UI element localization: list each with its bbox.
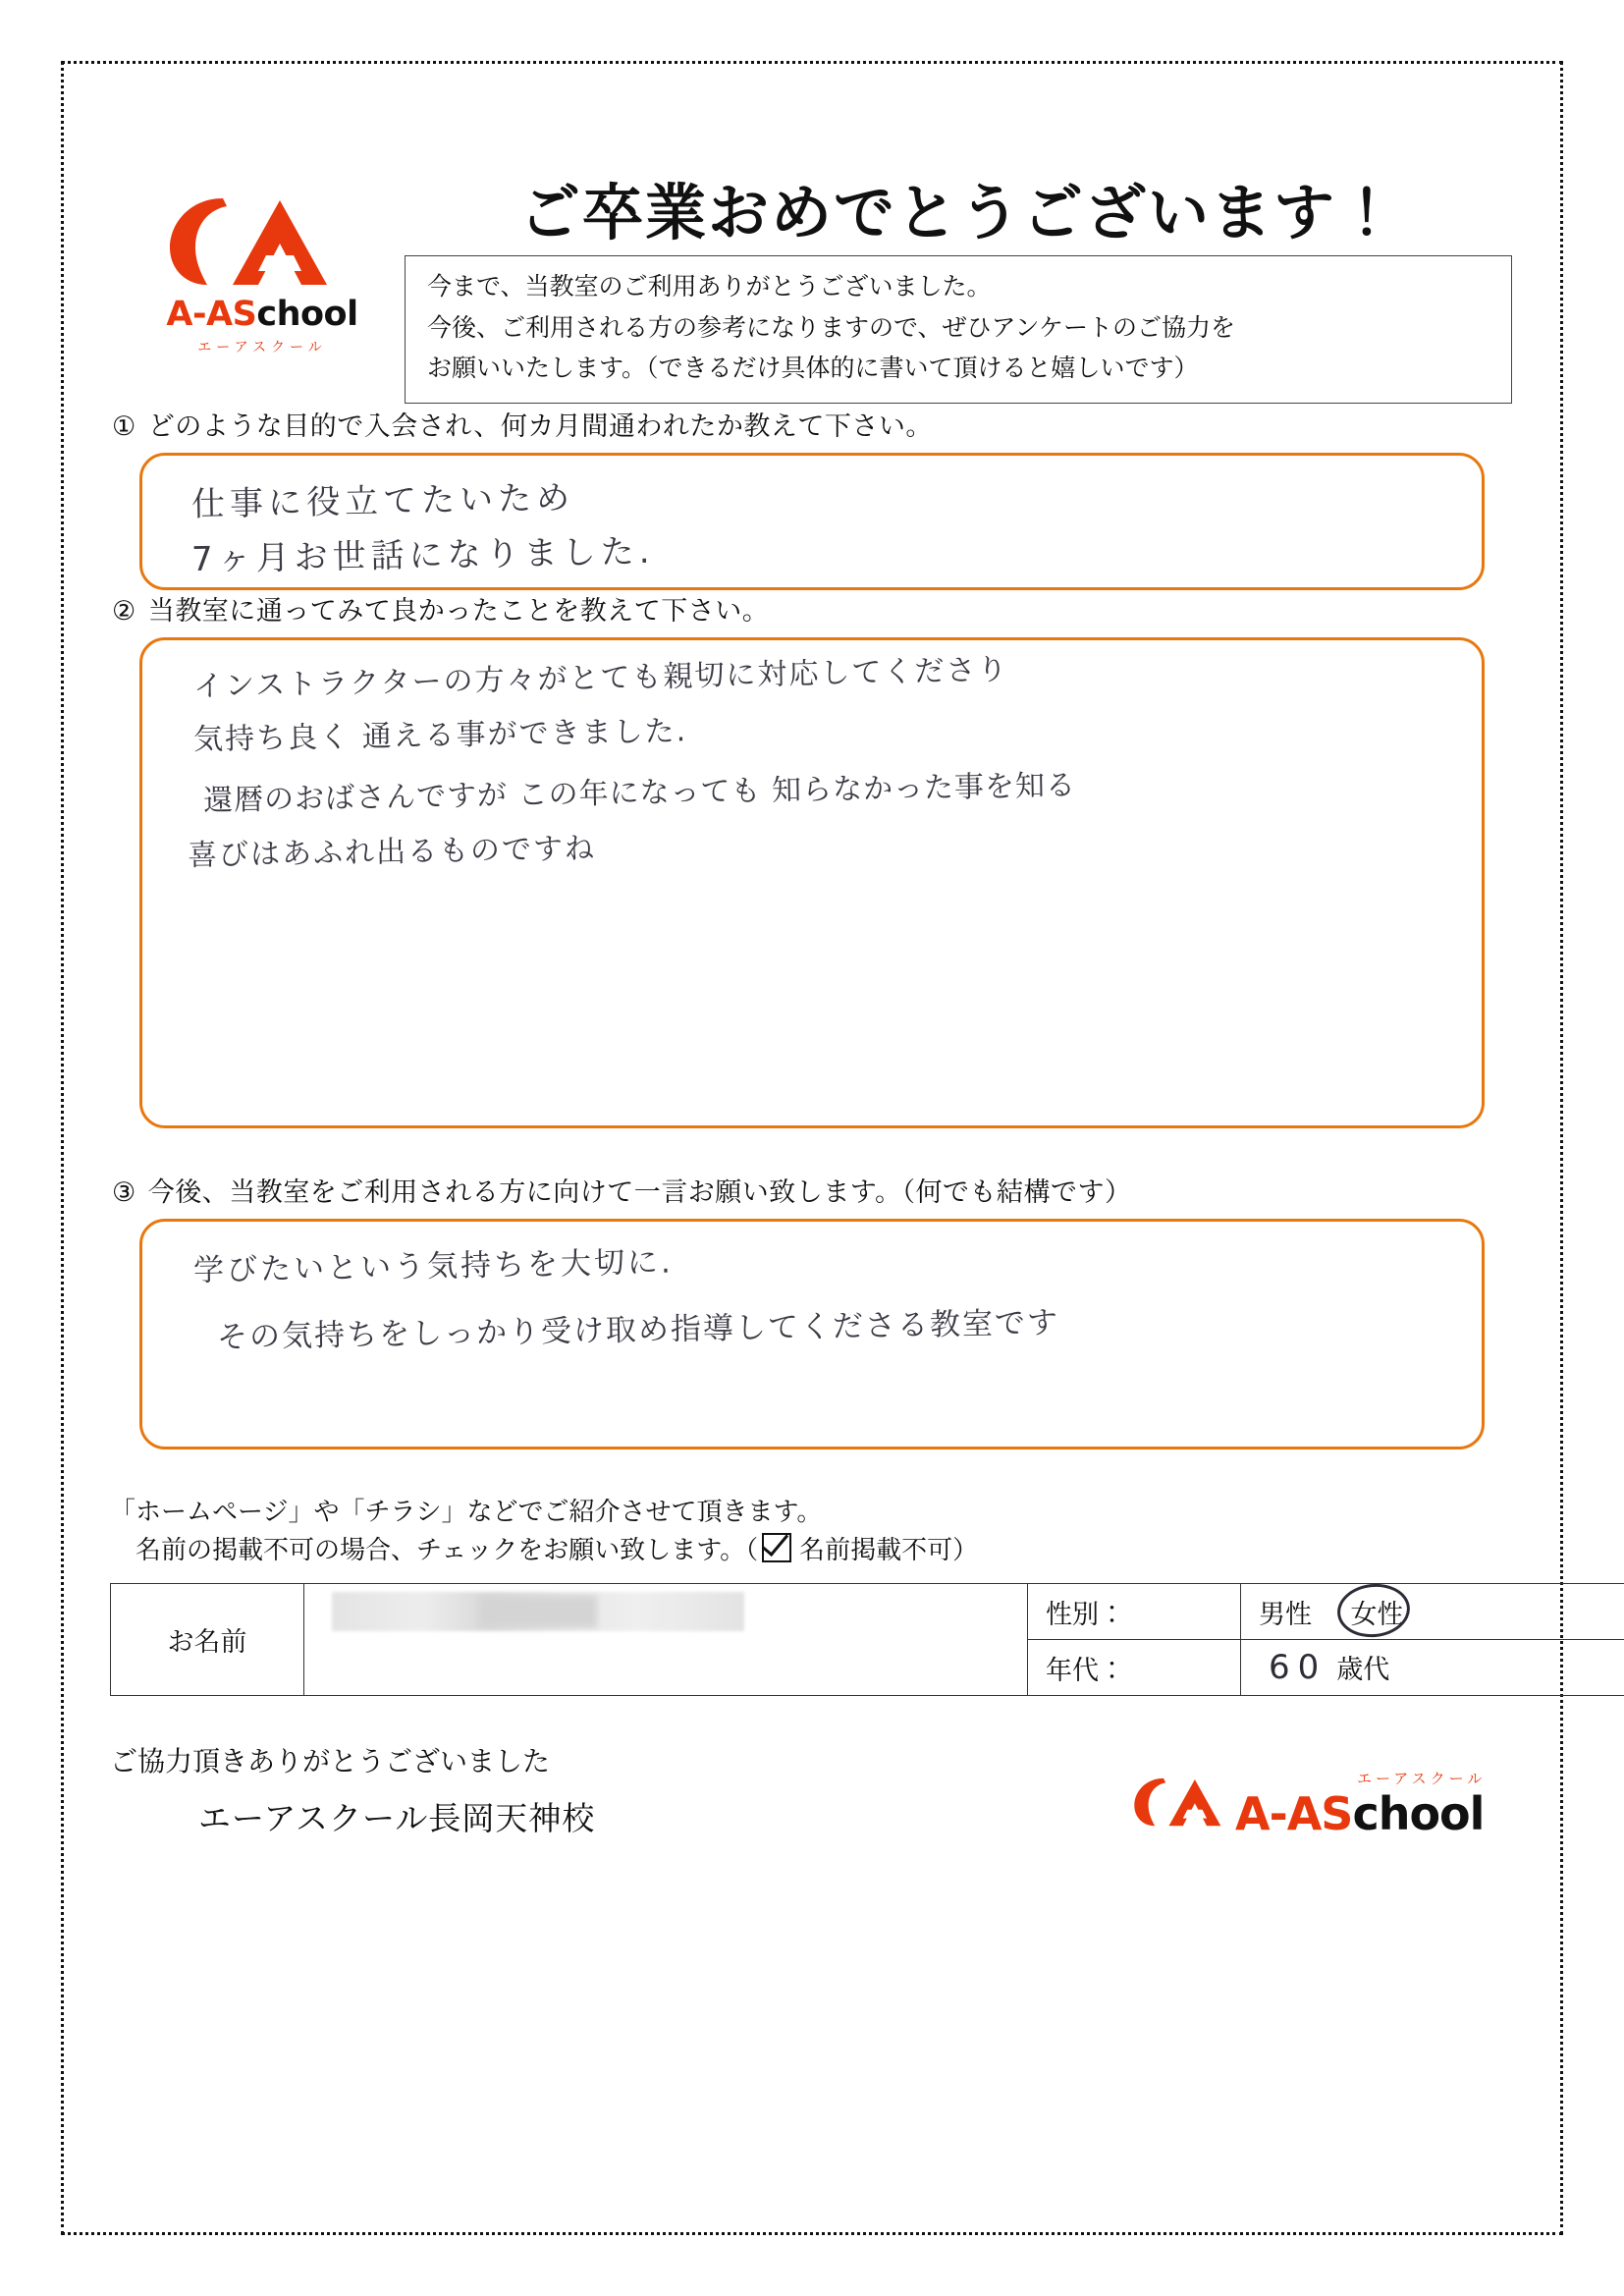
footer-school-name: エーアスクール長岡天神校: [198, 1800, 596, 1836]
lead-line-1: 今まで、当教室のご利用ありがとうございました。: [427, 273, 992, 301]
question-1-number: ①: [112, 411, 136, 441]
answer-1-line-2: 7ヶ月お世話になりました.: [190, 531, 655, 579]
answer-box-1[interactable]: [139, 453, 1485, 590]
logo-wordmark: A-ASchool: [166, 295, 358, 334]
answer-3-line-1: 学びたいという気持ちを大切に.: [192, 1244, 675, 1288]
lead-line-3: お願いいたします。（できるだけ具体的に書いて頂けると嬉しいです）: [427, 355, 1199, 382]
footer-logo-subtitle: エーアスクール: [1357, 1771, 1487, 1787]
answer-box-3[interactable]: [139, 1219, 1485, 1449]
age-value: 60: [1269, 1648, 1327, 1687]
gender-value-cell[interactable]: [1241, 1584, 1624, 1640]
no-name-publication-checkbox[interactable]: [762, 1533, 791, 1562]
gender-label-cell: 性別：: [1028, 1584, 1241, 1640]
notice-line-2-suffix: ）: [952, 1535, 979, 1564]
name-value-cell[interactable]: [304, 1584, 1028, 1696]
footer-thanks: ご協力頂きありがとうございました: [110, 1746, 551, 1777]
brand-logo-bottom: [1131, 1766, 1504, 1856]
answer-1-line-1: 仕事に役立てたいため: [190, 478, 575, 524]
publication-notice: [110, 1493, 1514, 1569]
question-2-section: [110, 589, 1514, 1128]
question-3-section: [110, 1171, 1514, 1449]
footer-logo-wordmark: A-ASchool: [1235, 1787, 1485, 1840]
notice-line-1: 「ホームページ」や「チラシ」などでご紹介させて頂きます。: [110, 1497, 823, 1526]
questionnaire-sheet: [110, 110, 1514, 2186]
question-3-number: ③: [112, 1177, 136, 1207]
page-title: ご卒業おめでとうございます！: [518, 180, 1399, 247]
checkbox-label: 名前掲載不可: [799, 1535, 953, 1564]
footer: [110, 1740, 1514, 1917]
age-unit: 歳代: [1336, 1655, 1390, 1684]
respondent-info-table: [110, 1583, 1624, 1696]
question-1-section: [110, 405, 1514, 590]
answer-3-line-2: その気持ちをしっかり受け取め指導してくださる教室です: [216, 1305, 1060, 1355]
answer-2-line-3: 還暦のおばさんですが この年になっても 知らなかった事を知る: [202, 768, 1077, 818]
table-row: [111, 1584, 1624, 1640]
question-2-text: 当教室に通ってみて良かったことを教えて下さい。: [147, 596, 770, 626]
question-2-number: ②: [112, 596, 136, 626]
answer-box-2[interactable]: [139, 637, 1485, 1128]
notice-line-2: [135, 1531, 1514, 1569]
header: [110, 110, 1514, 405]
notice-line-2-prefix: 名前の掲載不可の場合、チェックをお願い致します。（: [135, 1535, 759, 1564]
answer-2-line-4: 喜びはあふれ出るものですね: [187, 831, 597, 873]
age-label-cell: 年代：: [1028, 1640, 1241, 1696]
gender-option-female-selected[interactable]: 女性: [1345, 1593, 1410, 1631]
answer-2-line-1: インストラクターの方々がとても親切に対応してくださり: [192, 652, 1009, 704]
name-label-cell: お名前: [111, 1584, 304, 1696]
question-3-text: 今後、当教室をご利用される方に向けて一言お願い致します。（何でも結構です）: [147, 1177, 1132, 1207]
redacted-name: [332, 1592, 744, 1631]
question-1-text: どのような目的で入会され、何カ月間通われたか教えて下さい。: [147, 411, 933, 441]
aaschool-logo-icon: [1131, 1766, 1239, 1836]
question-3-label: [112, 1171, 1514, 1209]
lead-line-2: 今後、ご利用される方の参考になりますので、ぜひアンケートのご協力を: [427, 313, 1236, 342]
age-value-cell[interactable]: [1241, 1640, 1624, 1696]
logo-subtitle: エーアスクール: [197, 339, 327, 355]
answer-2-line-2: 気持ち良く 通える事ができました.: [192, 714, 688, 757]
aaschool-logo-icon: [164, 187, 360, 293]
brand-logo-top: [149, 187, 375, 356]
question-1-label: [112, 405, 1514, 443]
gender-option-male[interactable]: 男性: [1259, 1599, 1312, 1629]
question-2-label: [112, 589, 1514, 628]
lead-text-box: [405, 255, 1512, 404]
